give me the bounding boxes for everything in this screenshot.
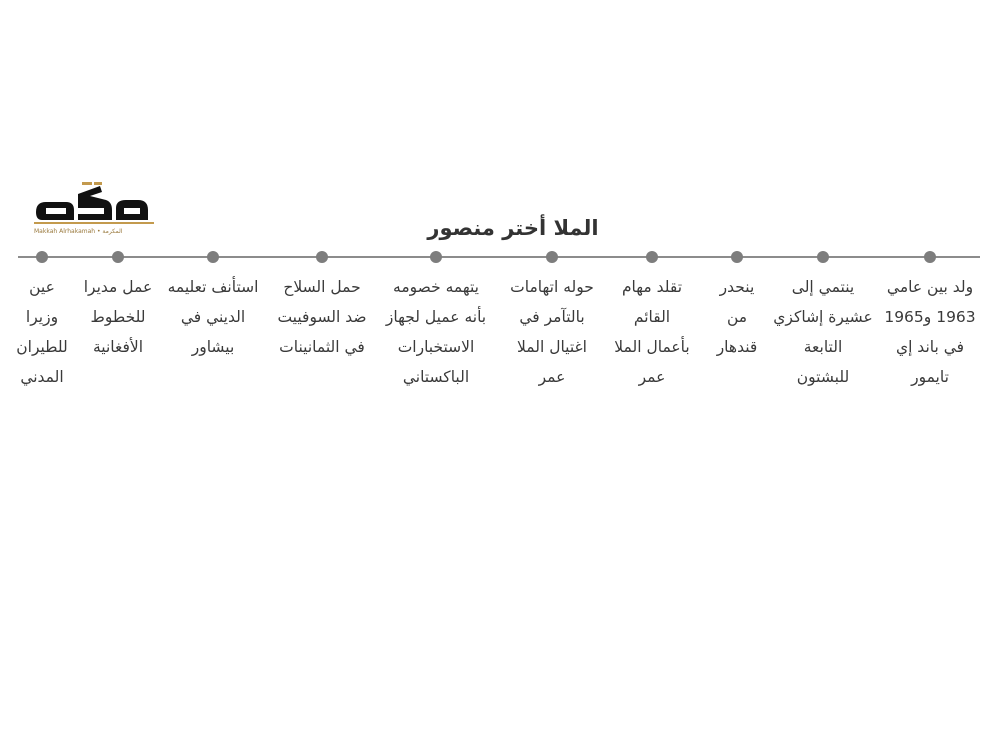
timeline-event-line: وزيرا [25, 308, 59, 326]
timeline-dot [112, 251, 124, 263]
timeline-dot [731, 251, 743, 263]
timeline-event-line: عمر [538, 368, 566, 386]
timeline-event-line: التابعة [803, 338, 843, 356]
timeline-event-line: القائم [633, 308, 671, 326]
timeline-event [773, 272, 872, 392]
timeline-event-line: عين [29, 278, 55, 296]
makkah-logo [34, 182, 154, 240]
timeline-event [614, 272, 689, 392]
timeline-event-line: للطيران [16, 338, 68, 356]
timeline-event-line: حمل السلاح [283, 278, 361, 296]
timeline-event [510, 272, 594, 392]
timeline-event-line: بيشاور [191, 338, 235, 356]
timeline-dot [36, 251, 48, 263]
timeline-dot [546, 251, 558, 263]
timeline-dot [430, 251, 442, 263]
timeline-dot [316, 251, 328, 263]
timeline-event-line: استأنف تعليمه [167, 278, 259, 296]
timeline-event [277, 272, 366, 362]
timeline-event-line: المدني [20, 368, 64, 386]
timeline-event-line: بالتآمر في [519, 308, 585, 326]
timeline-event-line: اغتيال الملا [517, 338, 587, 356]
timeline-dot [646, 251, 658, 263]
timeline-event-line: قندهار [716, 338, 758, 356]
timeline-event-line: ولد بين عامي [886, 278, 974, 296]
timeline-event-line: الديني في [180, 308, 246, 326]
timeline-event [168, 272, 259, 362]
timeline-event-line: ضد السوفييت [277, 308, 367, 326]
timeline-axis [18, 256, 980, 258]
timeline-dot [817, 251, 829, 263]
timeline-event [84, 272, 153, 362]
timeline-event-line: عمل مديرا [83, 278, 153, 296]
timeline-event-line: حوله اتهامات [510, 278, 594, 296]
timeline-event-line: 1963 و1965 [884, 308, 976, 326]
timeline-event-line: الأفغانية [92, 338, 144, 356]
makkah-logo-mark [34, 182, 154, 228]
logo-subtitle: Makkah Alrhakamah • المكرمة [34, 228, 123, 235]
timeline-event-line: عمر [638, 368, 666, 386]
timeline-event [884, 272, 975, 392]
timeline-event-line: ينحدر [719, 278, 755, 296]
timeline-event [16, 272, 68, 392]
timeline-event-line: للبشتون [796, 368, 850, 386]
timeline-event-line: عشيرة إشاكزي [773, 308, 873, 326]
timeline-event-line: للخطوط [90, 308, 146, 326]
timeline-dot [207, 251, 219, 263]
timeline-event-line: بأعمال الملا [614, 338, 690, 356]
timeline-event-line: ينتمي إلى [791, 278, 855, 296]
timeline-event-line: الباكستاني [402, 368, 470, 386]
timeline-event-line: الاستخبارات [397, 338, 475, 356]
timeline-event-line: يتهمه خصومه [393, 278, 479, 296]
timeline-event-line: تقلد مهام [621, 278, 683, 296]
timeline-event-line: بأنه عميل لجهاز [385, 308, 487, 326]
timeline-event-line: تايمور [911, 368, 949, 386]
timeline-dot [924, 251, 936, 263]
timeline-event-line: من [726, 308, 748, 326]
timeline-event-line: في باند إي [895, 338, 965, 356]
timeline-event-line: في الثمانينات [279, 338, 365, 356]
timeline-event [386, 272, 486, 392]
timeline-event [717, 272, 758, 362]
timeline-title: الملا أختر منصور [427, 216, 599, 240]
